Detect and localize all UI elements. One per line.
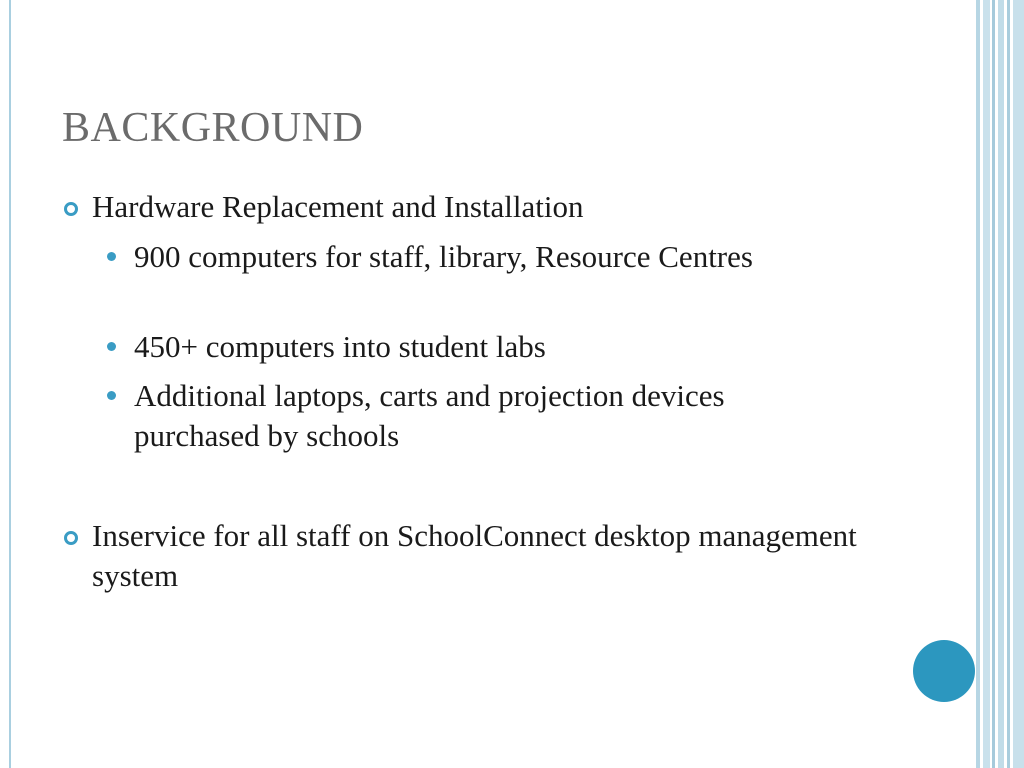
bullet-item-inservice: Inservice for all staff on SchoolConnect desktop management system <box>92 518 857 593</box>
dot-bullet-icon <box>107 342 116 351</box>
dot-bullet-icon <box>107 252 116 261</box>
ring-bullet-icon <box>64 202 78 216</box>
sub-bullet-item-laptops: Additional laptops, carts and projection devices purchased by schools <box>134 378 725 453</box>
decorative-circle <box>913 640 975 702</box>
right-stripe <box>1013 0 1024 768</box>
ring-bullet-icon <box>64 531 78 545</box>
right-stripe <box>1007 0 1010 768</box>
dot-bullet-icon <box>107 391 116 400</box>
right-stripe <box>983 0 990 768</box>
right-stripe <box>998 0 1004 768</box>
left-border-line <box>9 0 11 768</box>
right-stripe <box>992 0 995 768</box>
slide-title: BACKGROUND <box>62 105 364 151</box>
right-stripe <box>976 0 980 768</box>
sub-bullet-item-student-labs: 450+ computers into student labs <box>134 329 546 364</box>
bullet-item-hardware: Hardware Replacement and Installation <box>92 189 584 224</box>
sub-bullet-item-staff-computers: 900 computers for staff, library, Resource Centres <box>134 239 753 274</box>
